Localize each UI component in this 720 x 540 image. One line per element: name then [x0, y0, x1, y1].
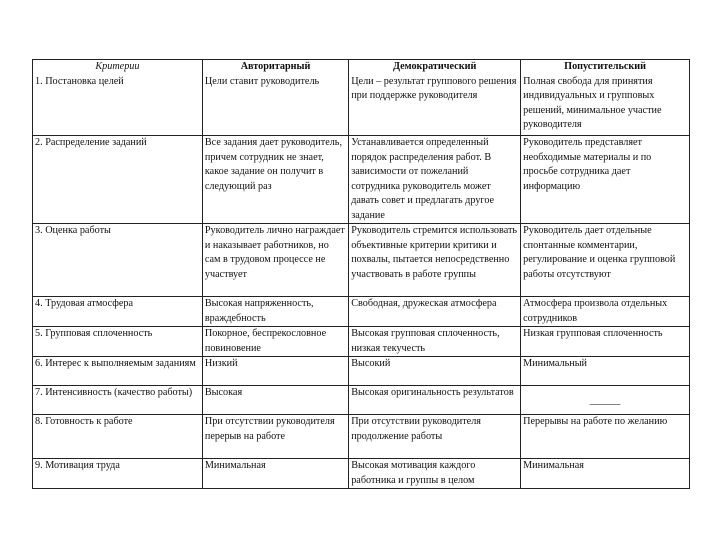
header-criteria: Критерии: [95, 61, 140, 72]
criterion-text: 1. Постановка целей: [35, 75, 124, 87]
democratic-cell: При отсутствии руководителя продолжение работы: [349, 415, 521, 459]
democratic-cell: [349, 60, 521, 136]
democratic-cell: Высокий: [349, 357, 521, 386]
democratic-cell: Высокая мотивация каждого работника и группы в целом: [349, 459, 521, 489]
democratic-cell: Высокая оригинальность результатов: [349, 386, 521, 415]
democratic-cell: Высокая групповая сплоченность, низкая текучесть: [349, 327, 521, 357]
authoritarian-cell: Высокая: [202, 386, 348, 415]
header-democratic: Демократический: [393, 61, 477, 72]
authoritarian-cell: Низкий: [202, 357, 348, 386]
permissive-cell: Руководитель представляет необходимые материалы и по просьбе сотрудника дает информацию: [521, 136, 690, 224]
authoritarian-cell: Все задания дает руководитель, причем сотрудник не знает, какое задание он получит в следующий раз: [202, 136, 348, 224]
table-row: [33, 60, 690, 136]
permissive-cell: Атмосфера произвола отдельных сотрудников: [521, 297, 690, 327]
header-permissive: Попустительский: [564, 61, 646, 72]
criterion-cell: 5. Групповая сплоченность: [33, 327, 203, 357]
authoritarian-text: Цели ставит руководитель: [204, 75, 320, 87]
table-row: [33, 136, 690, 224]
criterion-cell: 4. Трудовая атмосфера: [33, 297, 203, 327]
authoritarian-cell: При отсутствии руководителя перерыв на работе: [202, 415, 348, 459]
authoritarian-cell: Минимальная: [202, 459, 348, 489]
authoritarian-cell: Высокая напряженность, враждебность: [202, 297, 348, 327]
empty-value-dash: ———: [589, 399, 621, 410]
democratic-cell: Руководитель стремится использовать объективные критерии критики и похвалы, пытается непосредственно участвовать в работе группы: [349, 224, 521, 297]
permissive-text: Полная свобода для принятия индивидуальных и групповых решений, минимальное участие руководителя: [523, 75, 662, 130]
democratic-text: Цели – результат группового решения при поддержке руководителя: [351, 75, 517, 101]
democratic-cell: Свободная, дружеская атмосфера: [349, 297, 521, 327]
permissive-cell: Перерывы на работе по желанию: [521, 415, 690, 459]
permissive-cell: Руководитель дает отдельные спонтанные комментарии, регулирование и оценка групповой работы отсутствуют: [521, 224, 690, 297]
criterion-cell: 3. Оценка работы: [33, 224, 203, 297]
leadership-styles-table: [32, 59, 690, 489]
authoritarian-cell: [202, 60, 348, 136]
permissive-cell: [521, 60, 690, 136]
header-authoritarian: Авторитарный: [240, 61, 311, 72]
table-row: [33, 327, 690, 357]
permissive-cell: [521, 386, 690, 415]
criterion-cell: 9. Мотивация труда: [33, 459, 203, 489]
criterion-cell: [33, 60, 203, 136]
criterion-cell: 2. Распределение заданий: [33, 136, 203, 224]
permissive-cell: Минимальный: [521, 357, 690, 386]
table-row: [33, 459, 690, 489]
permissive-cell: Минимальная: [521, 459, 690, 489]
authoritarian-cell: Покорное, беспрекословное повиновение: [202, 327, 348, 357]
democratic-cell: Устанавливается определенный порядок распределения работ. В зависимости от пожеланий сотрудника руководитель может давать совет и предлагать другое задание: [349, 136, 521, 224]
criterion-cell: 8. Готовность к работе: [33, 415, 203, 459]
table-row: [33, 386, 690, 415]
table-row: [33, 415, 690, 459]
criterion-cell: 7. Интенсивность (качество работы): [33, 386, 203, 415]
table-row: [33, 297, 690, 327]
table-row: [33, 224, 690, 297]
authoritarian-cell: Руководитель лично награждает и наказывает работников, но сам в трудовом процессе не участвует: [202, 224, 348, 297]
permissive-cell: Низкая групповая сплоченность: [521, 327, 690, 357]
table-row: [33, 357, 690, 386]
criterion-cell: 6. Интерес к выполняемым заданиям: [33, 357, 203, 386]
